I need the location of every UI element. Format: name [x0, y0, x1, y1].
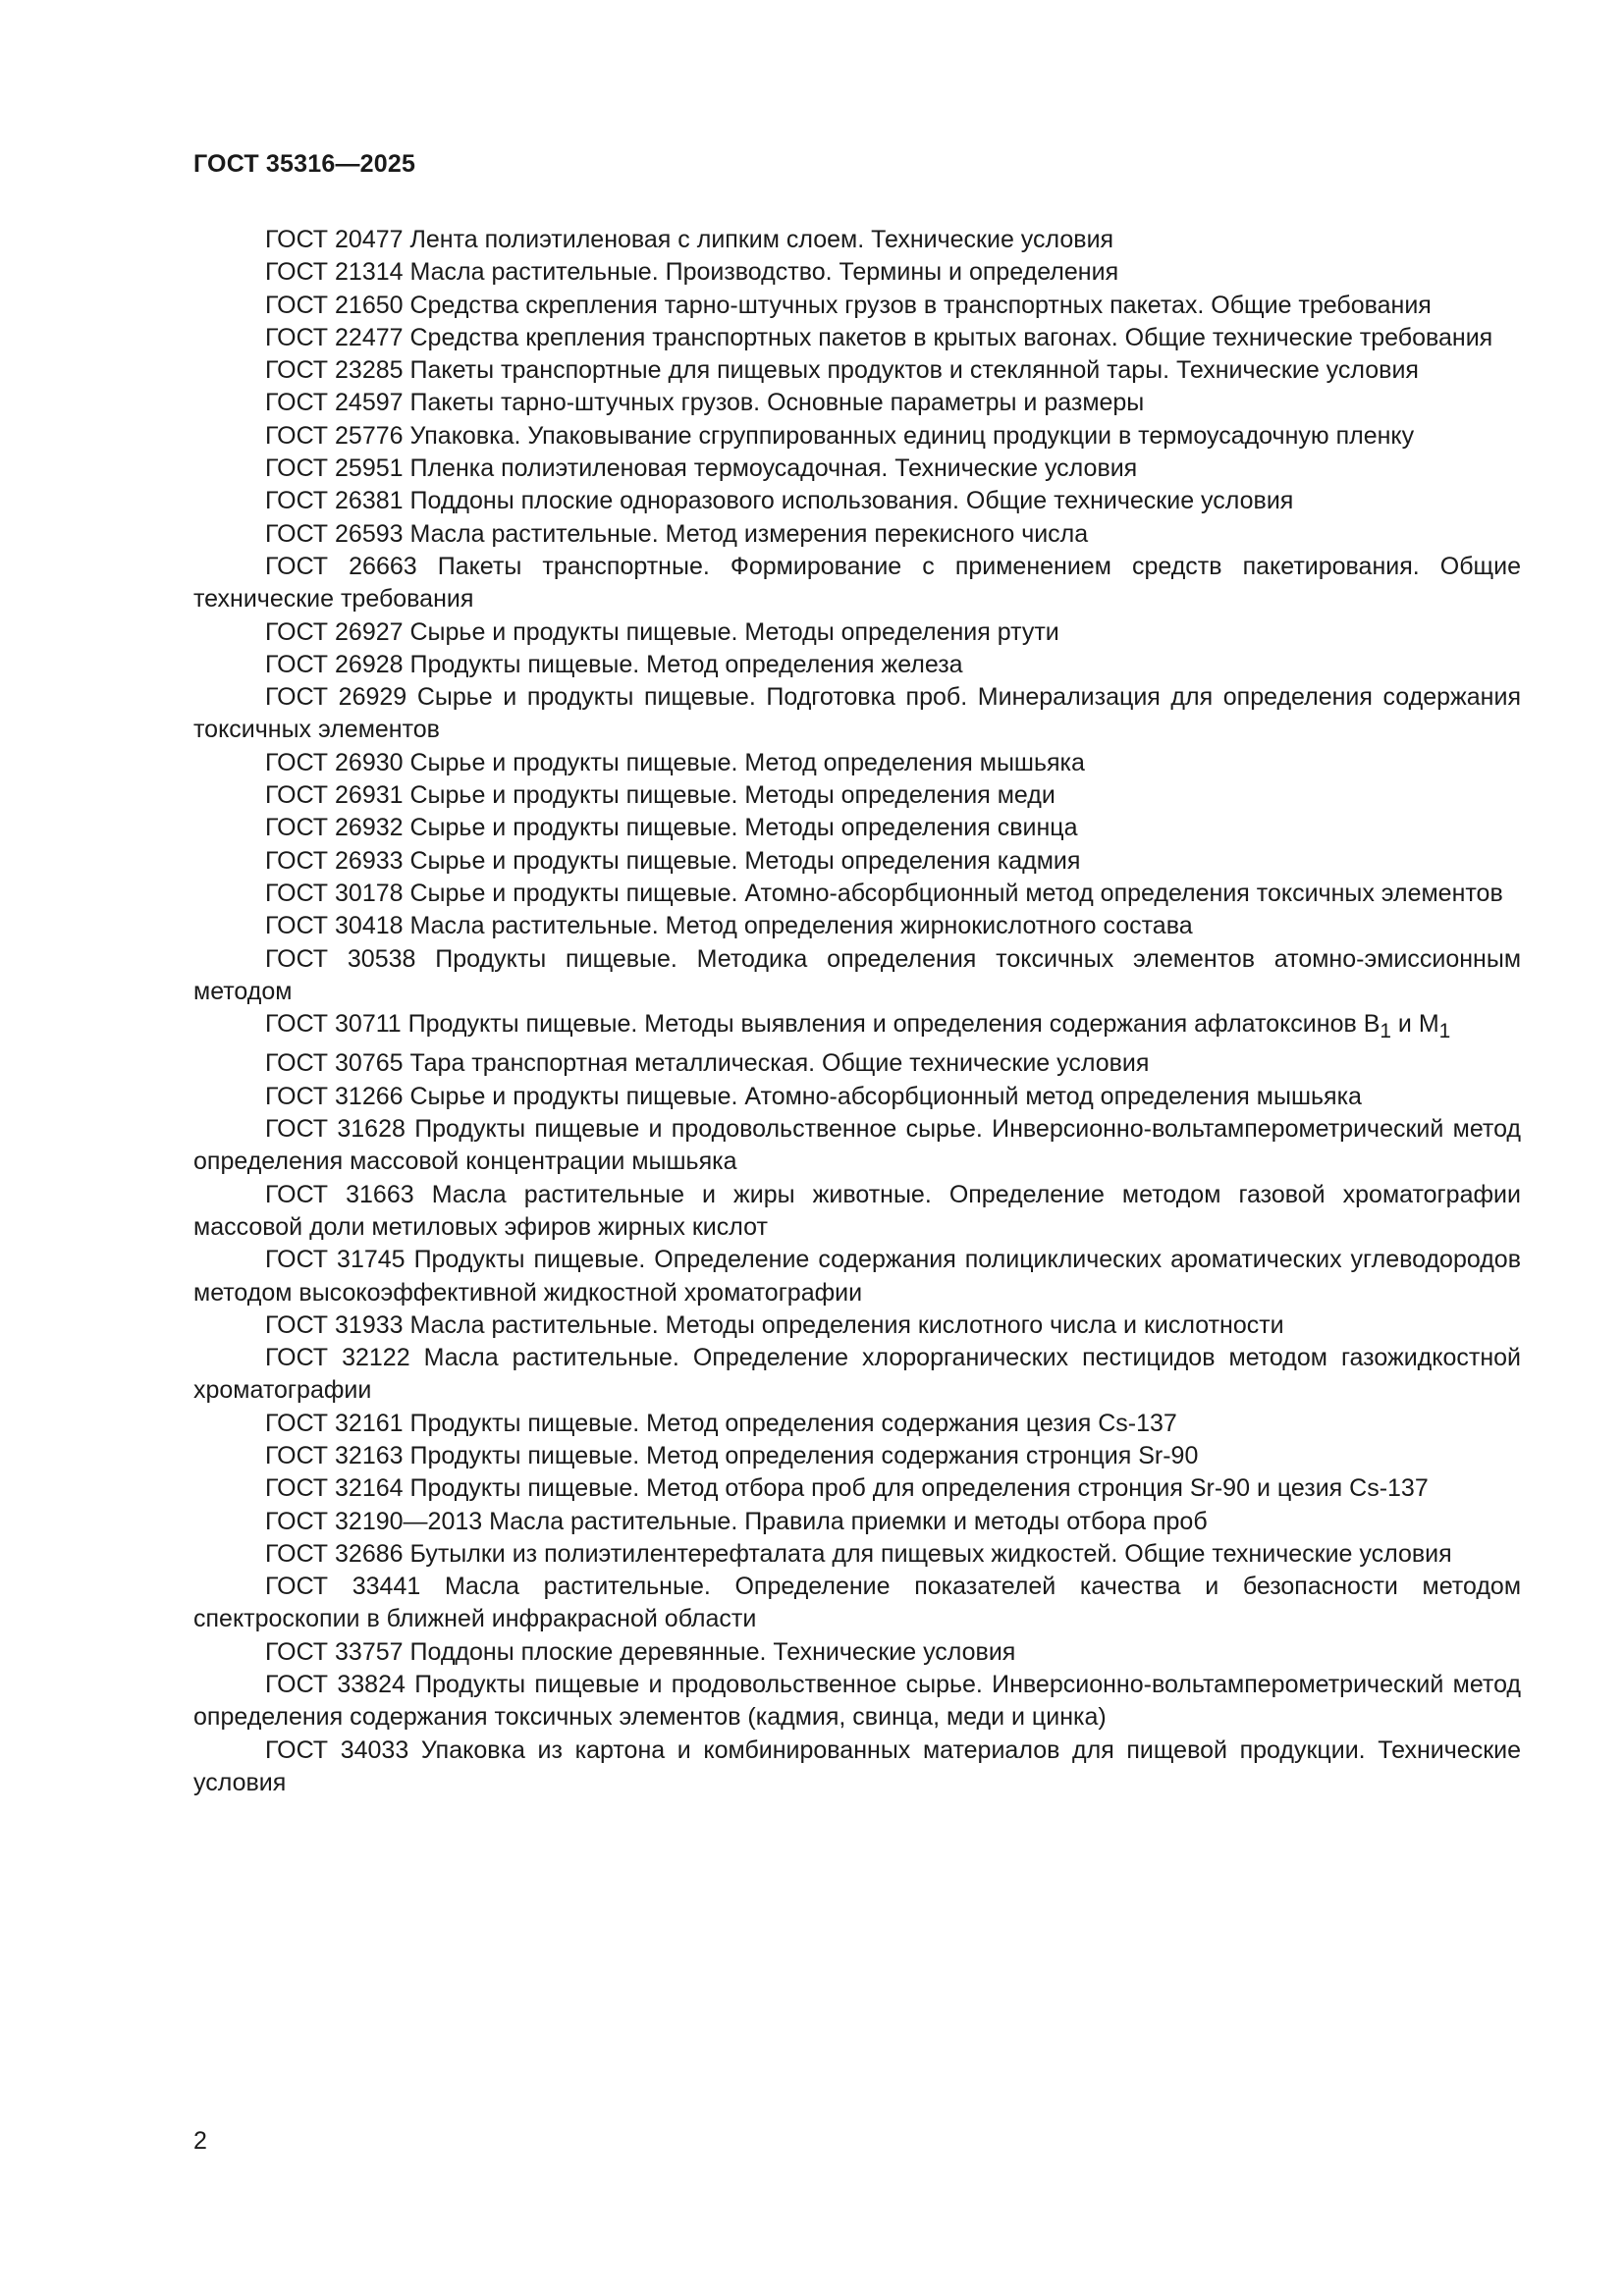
- reference-item: [193, 322, 1521, 354]
- reference-item: [193, 1408, 1521, 1440]
- reference-title: Продукты пищевые и продовольственное сырье. Инверсионно-вольтамперометрический метод определения массовой концентрации мышьяка: [193, 1115, 1522, 1176]
- reference-code: ГОСТ 26932: [265, 814, 404, 842]
- reference-code: ГОСТ 32163: [265, 1441, 404, 1469]
- reference-code: ГОСТ 32164: [265, 1474, 404, 1503]
- reference-code: ГОСТ 32161: [265, 1409, 404, 1437]
- reference-item: [193, 224, 1521, 256]
- reference-item: [193, 878, 1521, 910]
- reference-item: [193, 387, 1521, 419]
- reference-code: ГОСТ 26663: [265, 552, 417, 580]
- reference-code: ГОСТ 26927: [265, 617, 404, 646]
- reference-title: Масла растительные. Определение хлорорганических пестицидов методом газожидкостной хроматографии: [193, 1344, 1522, 1405]
- reference-item: [193, 1179, 1521, 1245]
- reference-title: Продукты пищевые и продовольственное сырье. Инверсионно-вольтамперометрический метод определения содержания токсичных элементов (кадмия, свинца, меди и цинка): [193, 1671, 1522, 1732]
- reference-item: [193, 453, 1521, 485]
- reference-title: Масла растительные. Производство. Термины и определения: [409, 258, 1119, 287]
- reference-code: ГОСТ 26933: [265, 846, 404, 875]
- reference-code: ГОСТ 24597: [265, 389, 404, 417]
- reference-title: Продукты пищевые. Метод определения содержания стронция Sr-90: [409, 1441, 1199, 1469]
- reference-code: ГОСТ 26930: [265, 748, 404, 776]
- reference-title: Продукты пищевые. Определение содержания полициклических ароматических углеводородов методом высокоэффективной жидкостной хроматографии: [193, 1246, 1521, 1307]
- reference-item: [193, 681, 1521, 747]
- subscript: 1: [1380, 1020, 1391, 1043]
- reference-item: [193, 518, 1521, 551]
- reference-title: Продукты пищевые. Метод отбора проб для определения стронция Sr-90 и цезия Cs-137: [409, 1474, 1429, 1503]
- reference-title: Продукты пищевые. Метод определения железа: [409, 650, 963, 678]
- reference-title: Тара транспортная металлическая. Общие технические условия: [409, 1049, 1150, 1078]
- reference-title: Сырье и продукты пищевые. Методы определения ртути: [409, 617, 1059, 646]
- reference-code: ГОСТ 32686: [265, 1539, 404, 1568]
- reference-item: [193, 420, 1521, 453]
- reference-item: [193, 1342, 1521, 1408]
- reference-code: ГОСТ 26593: [265, 519, 404, 548]
- reference-item: [193, 649, 1521, 681]
- reference-item: [193, 943, 1521, 1009]
- page-number: 2: [193, 2127, 207, 2155]
- reference-item: [193, 1047, 1521, 1080]
- reference-code: ГОСТ 22477: [265, 323, 404, 351]
- reference-title: Продукты пищевые. Методы выявления и определения содержания афлатоксинов B: [407, 1010, 1380, 1039]
- reference-item: [193, 845, 1521, 878]
- reference-item: [193, 616, 1521, 649]
- reference-title: Бутылки из полиэтилентерефталата для пищевых жидкостей. Общие технические условия: [409, 1539, 1452, 1568]
- reference-title: Упаковка из картона и комбинированных материалов для пищевой продукции. Технические условия: [193, 1735, 1521, 1796]
- reference-item: [193, 551, 1521, 616]
- reference-code: ГОСТ 30418: [265, 912, 404, 940]
- reference-title: Сырье и продукты пищевые. Методы определения кадмия: [409, 846, 1081, 875]
- reference-title: Пакеты транспортные. Формирование с применением средств пакетирования. Общие технические требования: [193, 552, 1521, 614]
- normative-references-list: [193, 224, 1521, 1799]
- reference-title: Пакеты тарно-штучных грузов. Основные параметры и размеры: [409, 389, 1145, 417]
- reference-title: Средства крепления транспортных пакетов в крытых вагонах. Общие технические требования: [409, 323, 1493, 351]
- reference-item: [193, 485, 1521, 517]
- reference-item: [193, 1113, 1521, 1179]
- reference-title: Сырье и продукты пищевые. Атомно-абсорбционный метод определения токсичных элементов: [409, 879, 1503, 907]
- reference-code: ГОСТ 25776: [265, 421, 404, 450]
- reference-title: Поддоны плоские одноразового использования. Общие технические условия: [409, 487, 1294, 515]
- reference-title: Продукты пищевые. Методика определения токсичных элементов атомно-эмиссионным методом: [193, 944, 1522, 1005]
- reference-code: ГОСТ 26931: [265, 781, 404, 810]
- reference-item: [193, 1472, 1521, 1505]
- reference-title: Пленка полиэтиленовая термоусадочная. Технические условия: [409, 454, 1138, 483]
- reference-title: Продукты пищевые. Метод определения содержания цезия Cs-137: [409, 1409, 1177, 1437]
- reference-item: [193, 256, 1521, 289]
- document-header: ГОСТ 35316—2025: [193, 150, 416, 178]
- reference-code: ГОСТ 25951: [265, 454, 404, 483]
- reference-code: ГОСТ 21650: [265, 291, 404, 319]
- reference-item: [193, 354, 1521, 387]
- reference-item: [193, 779, 1521, 812]
- reference-title: Масла растительные. Определение показателей качества и безопасности методом спектроскопии в ближней инфракрасной области: [193, 1573, 1522, 1633]
- reference-title: Масла растительные. Метод измерения перекисного числа: [409, 519, 1089, 548]
- reference-code: ГОСТ 33824: [265, 1671, 406, 1699]
- reference-title: Масла растительные. Метод определения жирнокислотного состава: [409, 912, 1193, 940]
- reference-item: [193, 1309, 1521, 1342]
- reference-code: ГОСТ 20477: [265, 226, 404, 253]
- reference-item: [193, 1440, 1521, 1472]
- reference-title: Средства скрепления тарно-штучных грузов в транспортных пакетах. Общие требования: [409, 291, 1432, 319]
- reference-item: [193, 1735, 1521, 1800]
- reference-title: Пакеты транспортные для пищевых продуктов и стеклянной тары. Технические условия: [409, 356, 1419, 385]
- reference-code: ГОСТ 26381: [265, 487, 404, 515]
- reference-code: ГОСТ 33441: [265, 1573, 421, 1601]
- reference-title: Лента полиэтиленовая с липким слоем. Технические условия: [409, 226, 1114, 253]
- reference-title: Сырье и продукты пищевые. Метод определения мышьяка: [409, 748, 1085, 776]
- reference-item: [193, 747, 1521, 779]
- reference-title: Сырье и продукты пищевые. Методы определения меди: [409, 781, 1056, 810]
- reference-code: ГОСТ 34033: [265, 1735, 409, 1764]
- reference-code: ГОСТ 31266: [265, 1082, 404, 1110]
- reference-item: [193, 1008, 1521, 1047]
- reference-title: Поддоны плоские деревянные. Технические условия: [409, 1637, 1016, 1666]
- reference-code: ГОСТ 30538: [265, 944, 416, 973]
- reference-title: Масла растительные. Методы определения кислотного числа и кислотности: [409, 1310, 1284, 1339]
- subscript: 1: [1438, 1020, 1451, 1043]
- reference-title: Сырье и продукты пищевые. Атомно-абсорбционный метод определения мышьяка: [409, 1082, 1362, 1110]
- reference-code: ГОСТ 32190—2013: [265, 1507, 483, 1535]
- reference-item: [193, 1571, 1521, 1636]
- reference-item: [193, 290, 1521, 322]
- reference-title: Сырье и продукты пищевые. Подготовка проб. Минерализация для определения содержания токсичных элементов: [193, 683, 1521, 744]
- reference-item: [193, 1636, 1521, 1669]
- reference-code: ГОСТ 23285: [265, 356, 404, 385]
- reference-item: [193, 1538, 1521, 1571]
- reference-title: Сырье и продукты пищевые. Методы определения свинца: [409, 814, 1078, 842]
- reference-title: Упаковка. Упаковывание сгруппированных единиц продукции в термоусадочную пленку: [409, 421, 1415, 450]
- reference-title: Масла растительные. Правила приемки и методы отбора проб: [489, 1507, 1208, 1535]
- reference-item: [193, 1244, 1521, 1309]
- reference-code: ГОСТ 21314: [265, 258, 404, 287]
- reference-item: [193, 812, 1521, 844]
- reference-code: ГОСТ 26928: [265, 650, 404, 678]
- reference-item: [193, 1669, 1521, 1735]
- reference-code: ГОСТ 33757: [265, 1637, 404, 1666]
- reference-code: ГОСТ 32122: [265, 1344, 410, 1372]
- reference-item: [193, 1081, 1521, 1113]
- reference-code: ГОСТ 31745: [265, 1246, 406, 1274]
- reference-code: ГОСТ 30765: [265, 1049, 404, 1078]
- reference-title-continued: и M: [1390, 1010, 1439, 1039]
- reference-item: [193, 910, 1521, 942]
- reference-code: ГОСТ 31663: [265, 1180, 414, 1208]
- reference-title: Масла растительные и жиры животные. Определение методом газовой хроматографии массовой доли метиловых эфиров жирных кислот: [193, 1180, 1521, 1241]
- reference-code: ГОСТ 30711: [265, 1010, 402, 1039]
- reference-code: ГОСТ 30178: [265, 879, 404, 907]
- reference-item: [193, 1506, 1521, 1538]
- reference-code: ГОСТ 31628: [265, 1115, 406, 1144]
- reference-code: ГОСТ 31933: [265, 1310, 404, 1339]
- reference-code: ГОСТ 26929: [265, 683, 407, 712]
